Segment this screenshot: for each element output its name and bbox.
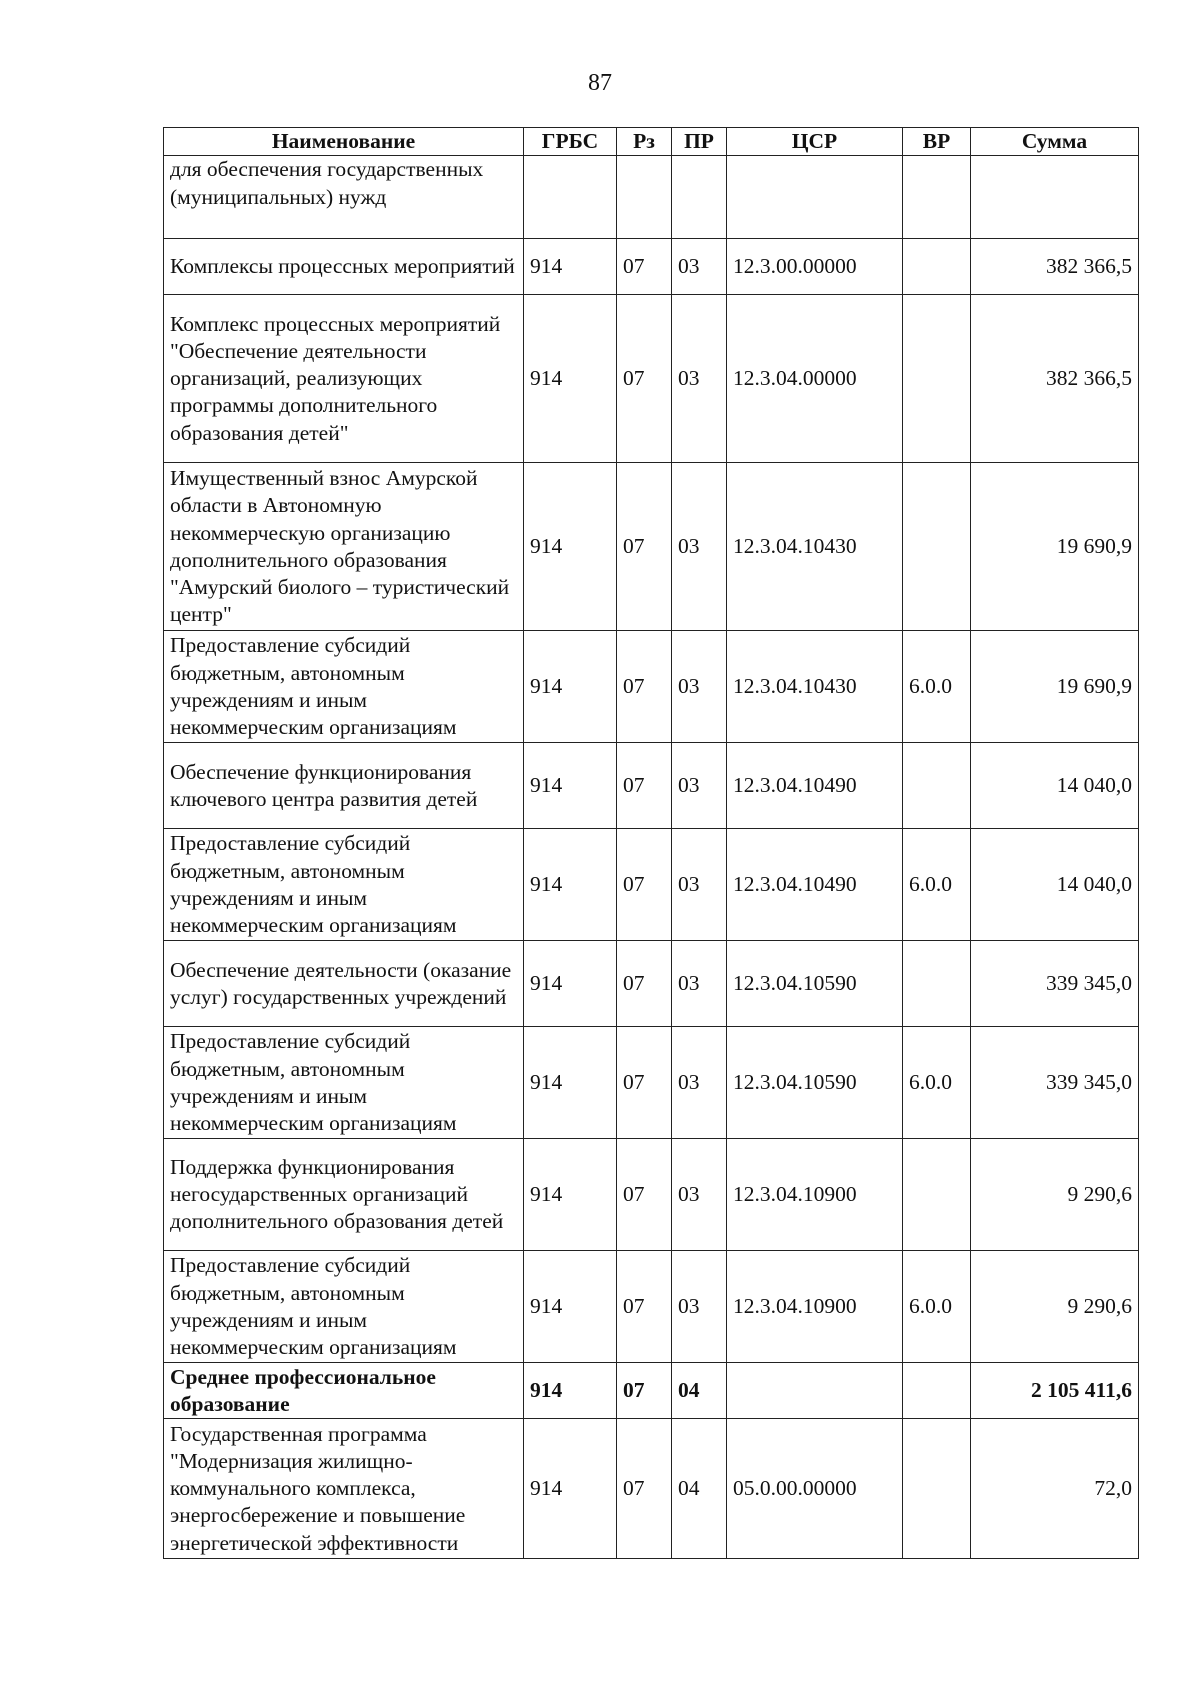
row-vr	[903, 1139, 971, 1251]
table-row	[164, 156, 1139, 239]
row-grbs: 914	[524, 1419, 617, 1559]
row-rz: 07	[617, 1419, 672, 1559]
row-rz: 07	[617, 1363, 672, 1419]
row-pr: 04	[672, 1363, 727, 1419]
row-grbs: 914	[524, 463, 617, 631]
row-rz: 07	[617, 1139, 672, 1251]
header-rz: Рз	[617, 128, 672, 156]
row-name: Комплекс процессных мероприятий "Обеспечение деятельности организаций, реализующих программы дополнительного образования детей"	[164, 295, 524, 463]
row-name: Предоставление субсидий бюджетным, автономным учреждениям и иным некоммерческим организациям	[164, 1027, 524, 1139]
table-row-section-total	[164, 1363, 1139, 1419]
row-grbs: 914	[524, 743, 617, 829]
table-row	[164, 829, 1139, 941]
table-row	[164, 1419, 1139, 1559]
row-grbs: 914	[524, 631, 617, 743]
row-pr: 03	[672, 829, 727, 941]
row-pr: 03	[672, 743, 727, 829]
row-name: Предоставление субсидий бюджетным, автономным учреждениям и иным некоммерческим организациям	[164, 631, 524, 743]
row-sum: 382 366,5	[971, 239, 1139, 295]
row-pr: 03	[672, 941, 727, 1027]
header-grbs: ГРБС	[524, 128, 617, 156]
row-csr: 12.3.04.10490	[727, 743, 903, 829]
row-vr	[903, 941, 971, 1027]
row-grbs: 914	[524, 1139, 617, 1251]
table-row	[164, 1027, 1139, 1139]
row-rz: 07	[617, 239, 672, 295]
row-name: Предоставление субсидий бюджетным, автономным учреждениям и иным некоммерческим организациям	[164, 1251, 524, 1363]
row-sum: 9 290,6	[971, 1139, 1139, 1251]
row-csr	[727, 156, 903, 239]
header-name: Наименование	[164, 128, 524, 156]
table-header-row	[164, 128, 1139, 156]
row-vr	[903, 1419, 971, 1559]
row-rz: 07	[617, 1027, 672, 1139]
row-sum: 382 366,5	[971, 295, 1139, 463]
row-pr: 03	[672, 1027, 727, 1139]
header-vr: ВР	[903, 128, 971, 156]
row-rz: 07	[617, 631, 672, 743]
row-vr	[903, 156, 971, 239]
row-vr: 6.0.0	[903, 829, 971, 941]
row-rz: 07	[617, 941, 672, 1027]
row-csr: 12.3.04.10590	[727, 1027, 903, 1139]
table-row	[164, 743, 1139, 829]
row-grbs: 914	[524, 295, 617, 463]
row-csr: 05.0.00.00000	[727, 1419, 903, 1559]
table-row	[164, 239, 1139, 295]
row-sum: 72,0	[971, 1419, 1139, 1559]
table-row	[164, 1251, 1139, 1363]
row-vr	[903, 295, 971, 463]
header-csr: ЦСР	[727, 128, 903, 156]
row-sum: 339 345,0	[971, 941, 1139, 1027]
row-rz: 07	[617, 463, 672, 631]
row-csr: 12.3.00.00000	[727, 239, 903, 295]
row-vr: 6.0.0	[903, 631, 971, 743]
row-csr: 12.3.04.10900	[727, 1251, 903, 1363]
row-sum: 9 290,6	[971, 1251, 1139, 1363]
row-pr: 04	[672, 1419, 727, 1559]
table-row	[164, 463, 1139, 631]
row-pr: 03	[672, 631, 727, 743]
row-pr	[672, 156, 727, 239]
row-vr: 6.0.0	[903, 1251, 971, 1363]
row-name: Имущественный взнос Амурской области в Автономную некоммерческую организацию дополнительного образования "Амурский биолого – туристический центр"	[164, 463, 524, 631]
row-sum	[971, 156, 1139, 239]
row-vr	[903, 239, 971, 295]
row-rz: 07	[617, 829, 672, 941]
row-rz: 07	[617, 295, 672, 463]
row-csr: 12.3.04.10900	[727, 1139, 903, 1251]
row-name: Среднее профессиональное образование	[164, 1363, 524, 1419]
row-name: Обеспечение деятельности (оказание услуг) государственных учреждений	[164, 941, 524, 1027]
row-sum: 19 690,9	[971, 631, 1139, 743]
row-grbs: 914	[524, 239, 617, 295]
row-vr	[903, 463, 971, 631]
row-csr: 12.3.04.10430	[727, 463, 903, 631]
table-row	[164, 1139, 1139, 1251]
row-name: Поддержка функционирования негосударственных организаций дополнительного образования детей	[164, 1139, 524, 1251]
row-pr: 03	[672, 1139, 727, 1251]
row-grbs: 914	[524, 829, 617, 941]
row-sum: 19 690,9	[971, 463, 1139, 631]
row-pr: 03	[672, 463, 727, 631]
budget-table	[163, 127, 1139, 1559]
row-grbs	[524, 156, 617, 239]
row-name: Предоставление субсидий бюджетным, автономным учреждениям и иным некоммерческим организациям	[164, 829, 524, 941]
row-name: Обеспечение функционирования ключевого центра развития детей	[164, 743, 524, 829]
row-vr	[903, 743, 971, 829]
row-name: Комплексы процессных мероприятий	[164, 239, 524, 295]
row-pr: 03	[672, 239, 727, 295]
row-sum: 14 040,0	[971, 829, 1139, 941]
row-grbs: 914	[524, 941, 617, 1027]
row-grbs: 914	[524, 1251, 617, 1363]
table-row	[164, 295, 1139, 463]
header-sum: Сумма	[971, 128, 1139, 156]
row-rz	[617, 156, 672, 239]
row-rz: 07	[617, 743, 672, 829]
row-name: Государственная программа "Модернизация жилищно-коммунального комплекса, энергосбережение и повышение энергетической эффективности	[164, 1419, 524, 1559]
row-rz: 07	[617, 1251, 672, 1363]
row-csr: 12.3.04.10490	[727, 829, 903, 941]
row-vr: 6.0.0	[903, 1027, 971, 1139]
row-csr: 12.3.04.10590	[727, 941, 903, 1027]
row-grbs: 914	[524, 1363, 617, 1419]
row-csr: 12.3.04.10430	[727, 631, 903, 743]
table-row	[164, 631, 1139, 743]
row-csr: 12.3.04.00000	[727, 295, 903, 463]
row-vr	[903, 1363, 971, 1419]
row-grbs: 914	[524, 1027, 617, 1139]
row-csr	[727, 1363, 903, 1419]
header-pr: ПР	[672, 128, 727, 156]
row-sum: 339 345,0	[971, 1027, 1139, 1139]
row-sum: 14 040,0	[971, 743, 1139, 829]
page-number: 87	[588, 70, 612, 96]
row-pr: 03	[672, 295, 727, 463]
row-sum: 2 105 411,6	[971, 1363, 1139, 1419]
table-row	[164, 941, 1139, 1027]
row-name: для обеспечения государственных (муниципальных) нужд	[164, 156, 524, 239]
row-pr: 03	[672, 1251, 727, 1363]
